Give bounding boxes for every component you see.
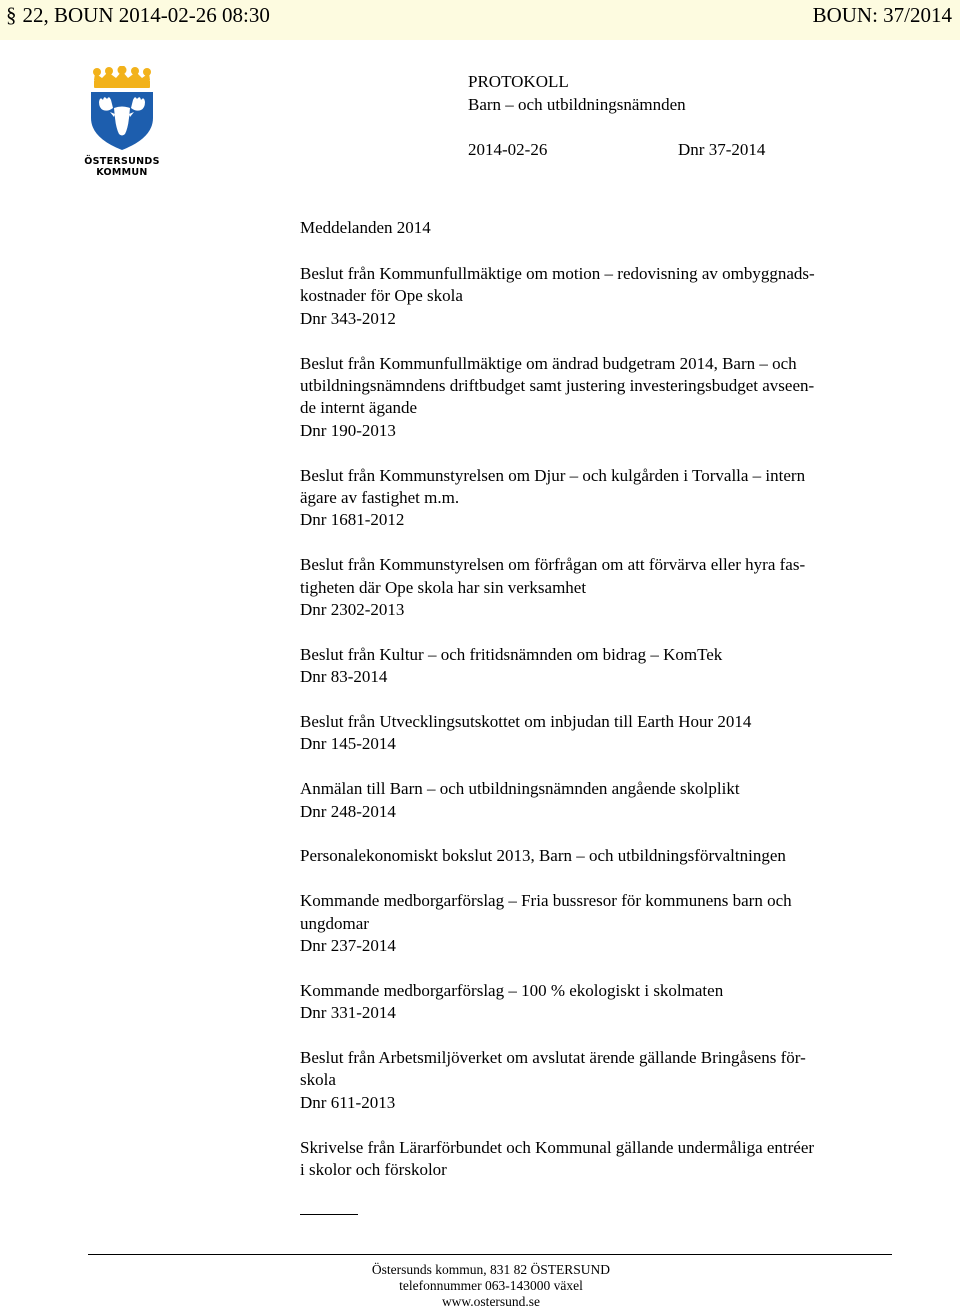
- list-item-line: Dnr 248-2014: [300, 801, 396, 821]
- footer-phone: telefonnummer 063-143000 växel: [399, 1278, 583, 1293]
- top-bar-right-text: BOUN: 37/2014: [812, 3, 952, 27]
- message-list: [300, 263, 890, 1204]
- list-item-line: ungdomar: [300, 913, 369, 933]
- list-item-line: tigheten där Ope skola har sin verksamhet: [300, 577, 587, 597]
- list-item-line: i skolor och förskolor: [300, 1160, 447, 1180]
- section-symbol: §: [6, 3, 17, 27]
- list-item-line: Beslut från Utvecklingsutskottet om inbjudan till Earth Hour 2014: [300, 712, 752, 732]
- list-item-line: Dnr 145-2014: [300, 734, 396, 754]
- list-item: [300, 778, 890, 823]
- list-item-line: Dnr 2302-2013: [300, 600, 405, 620]
- list-item-line: ägare av fastighet m.m.: [300, 488, 460, 508]
- top-bar-left-text: 22, BOUN 2014-02-26 08:30: [22, 3, 270, 27]
- footer-website: www.ostersund.se: [441, 1294, 541, 1309]
- board-name: Barn – och utbildningsnämnden: [468, 95, 686, 114]
- footer-rule: [88, 1254, 892, 1255]
- logo-text-line2: KOMMUN: [96, 167, 148, 178]
- section-heading: Meddelanden 2014: [300, 218, 431, 237]
- list-item: [300, 711, 890, 756]
- list-item-line: Kommande medborgarförslag – Fria bussresor för kommunens barn och: [300, 891, 792, 911]
- list-item-line: Personalekonomiskt bokslut 2013, Barn – och utbildningsförvaltningen: [300, 846, 786, 866]
- document-title: PROTOKOLL: [468, 72, 569, 91]
- list-item-line: Dnr 611-2013: [300, 1092, 396, 1112]
- list-item-line: skola: [300, 1070, 336, 1090]
- list-item: [300, 263, 890, 330]
- list-item-line: Kommande medborgarförslag – 100 % ekologiskt i skolmaten: [300, 980, 724, 1000]
- top-bar: [0, 0, 960, 40]
- logo-text-line1: ÖSTERSUNDS: [84, 156, 160, 167]
- top-bar-left: [6, 3, 270, 28]
- list-item: [300, 980, 890, 1025]
- list-item: [300, 554, 890, 621]
- list-item-line: utbildningsnämndens driftbudget samt justering investeringsbudget avseen-: [300, 376, 815, 396]
- list-item-line: Beslut från Kultur – och fritidsnämnden om bidrag – KomTek: [300, 644, 723, 664]
- ostersunds-kommun-logo: [86, 66, 158, 178]
- list-item-line: Dnr 343-2012: [300, 308, 396, 328]
- list-item-line: Beslut från Kommunstyrelsen om förfrågan om att förvärva eller hyra fas-: [300, 555, 806, 575]
- list-item: [300, 465, 890, 532]
- list-item: [300, 353, 890, 443]
- list-item: [300, 1047, 890, 1114]
- list-item-line: Beslut från Kommunstyrelsen om Djur – och kulgården i Torvalla – intern: [300, 465, 806, 485]
- list-item-line: Dnr 237-2014: [300, 936, 396, 956]
- list-item: [300, 845, 890, 867]
- list-item-line: Dnr 190-2013: [300, 420, 396, 440]
- footer: [0, 1262, 960, 1310]
- list-item-line: Dnr 1681-2012: [300, 510, 405, 530]
- list-item-line: de internt ägande: [300, 398, 418, 418]
- end-rule: [300, 1214, 358, 1215]
- document-dnr: Dnr 37-2014: [678, 140, 766, 159]
- list-item-line: Dnr 331-2014: [300, 1003, 396, 1023]
- footer-address: Östersunds kommun, 831 82 ÖSTERSUND: [371, 1262, 611, 1277]
- list-item: [300, 644, 890, 689]
- list-item-line: Skrivelse från Lärarförbundet och Kommunal gällande undermåliga entréer: [300, 1137, 815, 1157]
- list-item-line: Beslut från Kommunfullmäktige om ändrad budgetram 2014, Barn – och: [300, 353, 797, 373]
- list-item-line: Anmälan till Barn – och utbildningsnämnden angående skolplikt: [300, 779, 740, 799]
- list-item-line: kostnader för Ope skola: [300, 286, 463, 306]
- list-item-line: Dnr 83-2014: [300, 667, 388, 687]
- document-date: 2014-02-26: [468, 140, 548, 159]
- list-item: [300, 1137, 890, 1182]
- list-item-line: Beslut från Kommunfullmäktige om motion – redovisning av ombyggnads-: [300, 264, 815, 283]
- list-item-line: Beslut från Arbetsmiljöverket om avslutat ärende gällande Bringåsens för-: [300, 1048, 806, 1068]
- list-item: [300, 890, 890, 957]
